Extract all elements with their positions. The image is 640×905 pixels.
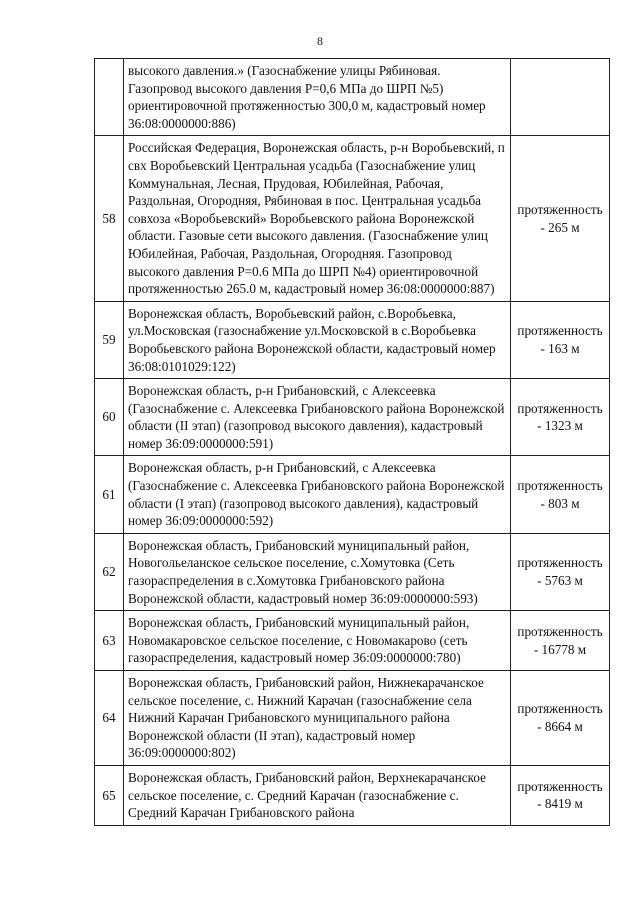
table-row xyxy=(95,379,610,456)
length-value: - 265 м xyxy=(540,219,580,235)
row-number xyxy=(95,59,124,136)
table-row xyxy=(95,533,610,610)
length-value: - 5763 м xyxy=(537,573,583,589)
length-label: протяженность xyxy=(517,478,603,494)
length-label: протяженность xyxy=(517,400,603,416)
object-description: Воронежская область, р-н Грибановский, с Алексеевка (Газоснабжение с. Алексеевка Грибановского района Воронежской области (I этап) (газопровод высокого давления), кадастровый номер 36:09:0000000:592) xyxy=(124,456,511,533)
row-number: 59 xyxy=(95,301,124,378)
object-length xyxy=(511,611,610,671)
length-label: протяженность xyxy=(517,701,603,717)
row-number: 61 xyxy=(95,456,124,533)
table-row xyxy=(95,765,610,825)
row-number: 58 xyxy=(95,136,124,301)
property-registry-table xyxy=(94,58,610,826)
table-row xyxy=(95,59,610,136)
row-number: 65 xyxy=(95,765,124,825)
object-length xyxy=(511,379,610,456)
object-description: Российская Федерация, Воронежская область, р-н Воробьевский, п свх Воробьевский Центральная усадьба (Газоснабжение улиц Коммунальная, Лесная, Прудовая, Юбилейная, Рабочая, Раздольная, Огородняя, Рябиновая в пос. Центральная усадьба совхоза «Воробьевский» Воробьевского района Воронежской области. Газовые сети высокого давления. (Газоснабжение улиц Юбилейная, Рабочая, Раздольная, Огородняя. Газопровод высокого давления P=0.6 МПа до ШРП №4) ориентировочной протяженностью 265.0 м, кадастровый номер 36:08:0000000:887) xyxy=(124,136,511,301)
length-label: протяженность xyxy=(517,624,603,640)
object-length xyxy=(511,533,610,610)
object-length xyxy=(511,59,610,136)
length-value: - 8664 м xyxy=(537,718,583,734)
object-description: Воронежская область, Воробьевский район, с.Воробьевка, ул.Московская (газоснабжение ул.Московской в с.Воробьевка Воробьевского района Воронежской области, кадастровый номер 36:08:0101029:122) xyxy=(124,301,511,378)
object-description: Воронежская область, р-н Грибановский, с Алексеевка (Газоснабжение с. Алексеевка Грибановского района Воронежской области (II этап) (газопровод высокого давления), кадастровый номер 36:09:0000000:591) xyxy=(124,379,511,456)
length-value: - 16778 м xyxy=(533,641,587,657)
object-description: Воронежская область, Грибановский район, Нижнекарачанское сельское поселение, с. Нижний Карачан (газоснабжение села Нижний Карачан Грибановского муниципального района Воронежской области (II этап), кадастровый номер 36:09:0000000:802) xyxy=(124,671,511,766)
length-value: - 803 м xyxy=(540,495,580,511)
row-number: 64 xyxy=(95,671,124,766)
object-length xyxy=(511,136,610,301)
length-label: протяженность xyxy=(517,778,603,794)
table-row xyxy=(95,671,610,766)
object-description: Воронежская область, Грибановский муниципальный район, Новогольеланское сельское поселение, с.Хомутовка (Сеть газораспределения в с.Хомутовка Грибановского района Воронежской области, кадастровый номер 36:09:0000000:593) xyxy=(124,533,511,610)
table-row xyxy=(95,301,610,378)
row-number: 63 xyxy=(95,611,124,671)
page-number: 8 xyxy=(317,34,323,48)
object-description: Воронежская область, Грибановский район, Верхнекарачанское сельское поселение, с. Средний Карачан (газоснабжение с. Средний Карачан Грибановского района xyxy=(124,765,511,825)
row-number: 60 xyxy=(95,379,124,456)
length-value: - 163 м xyxy=(540,340,580,356)
length-value: - 1323 м xyxy=(537,418,583,434)
length-value: - 8419 м xyxy=(537,796,583,812)
object-length xyxy=(511,456,610,533)
object-length xyxy=(511,671,610,766)
table-row xyxy=(95,611,610,671)
table-row xyxy=(95,456,610,533)
object-description: высокого давления.» (Газоснабжение улицы Рябиновая. Газопровод высокого давления P=0,6 МПа до ШРП №5) ориентировочной протяженностью 300,0 м, кадастровый номер 36:08:0000000:886) xyxy=(124,59,511,136)
object-length xyxy=(511,765,610,825)
length-label: протяженность xyxy=(517,323,603,339)
object-description: Воронежская область, Грибановский муниципальный район, Новомакаровское сельское поселение, с Новомакарово (сеть газораспределения, кадастровый номер 36:09:0000000:780) xyxy=(124,611,511,671)
table-row xyxy=(95,136,610,301)
object-length xyxy=(511,301,610,378)
row-number: 62 xyxy=(95,533,124,610)
length-label: протяженность xyxy=(517,555,603,571)
length-label: протяженность xyxy=(517,201,603,217)
